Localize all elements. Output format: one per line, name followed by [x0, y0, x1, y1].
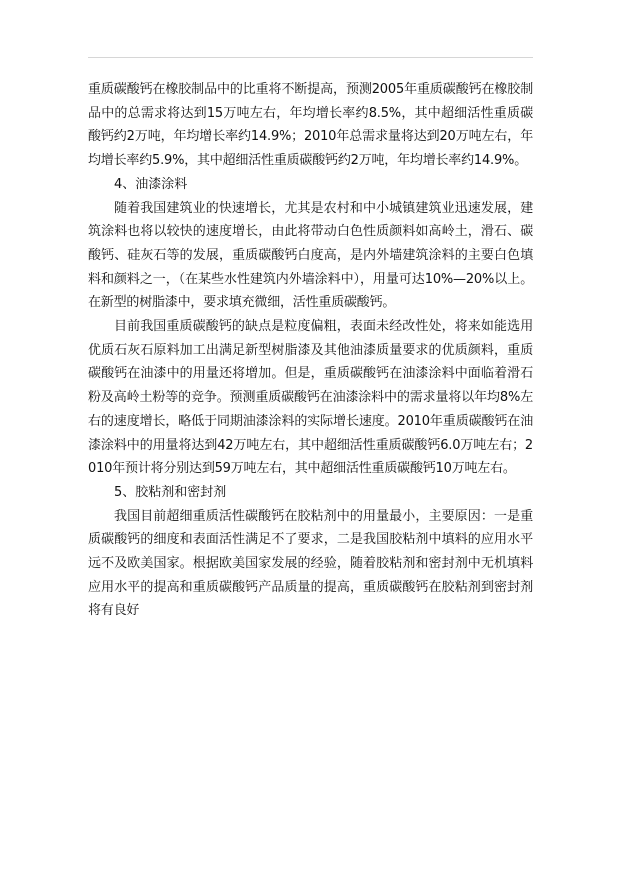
heading-adhesives-sealants: 5、胶粘剂和密封剂	[114, 484, 227, 500]
paragraph-adhesives: 我国目前超细重质活性碳酸钙在胶粘剂中的用量最小，主要原因：一是重质碳酸钙的细度和表面活性满足不了要求，二是我国胶粘剂中填料的应用水平远不及欧美国家。根据欧美国家发展的经验，随着胶粘剂和密封剂中无机填料应用水平的提高和重质碳酸钙产品质量的提高，重质碳酸钙在胶粘剂到密封剂将有良好	[88, 508, 533, 619]
paragraph-paint-growth: 随着我国建筑业的快速增长，尤其是农村和中小城镇建筑业迅速发展，建筑涂料也将以较快的速度增长，由此将带动白色性质颜料如高岭土，滑石、碳酸钙、硅灰石等的发展，重质碳酸钙白度高，是内外墙建筑涂料的主要白色填料和颜料之一，（在某些水性建筑内外墙涂料中），用量可达10%—20%以上。在新型的树脂漆中，要求填充微细，活性重质碳酸钙。	[88, 200, 533, 311]
paragraph-rubber-demand: 重质碳酸钙在橡胶制品中的比重将不断提高，预测2005年重质碳酸钙在橡胶制品中的总需求将达到15万吨左右，年均增长率约8.5%，其中超细活性重质碳酸钙约2万吨，年均增长率约14.9%；2010年总需求量将达到20万吨左右，年均增长率约5.9%，其中超细活性重质碳酸钙约2万吨，年均增长率约14.9%。	[88, 82, 533, 169]
page-top-rule	[88, 57, 533, 58]
paragraph-paint-forecast: 目前我国重质碳酸钙的缺点是粒度偏粗，表面未经改性处，将来如能选用优质石灰石原料加工出满足新型树脂漆及其他油漆质量要求的优质颜料，重质碳酸钙在油漆中的用量还将增加。但是，重质碳酸钙在油漆涂料中面临着滑石粉及高岭土粉等的竞争。预测重质碳酸钙在油漆涂料中的需求量将以年均8%左右的速度增长，略低于同期油漆涂料的实际增长速度。2010年重质碳酸钙在油漆涂料中的用量将达到42万吨左右，其中超细活性重质碳酸钙6.0万吨左右；2010年预计将分别达到59万吨左右，其中超细活性重质碳酸钙10万吨左右。	[88, 319, 533, 477]
heading-paint-coatings: 4、油漆涂料	[114, 176, 188, 192]
document-body	[88, 78, 533, 623]
